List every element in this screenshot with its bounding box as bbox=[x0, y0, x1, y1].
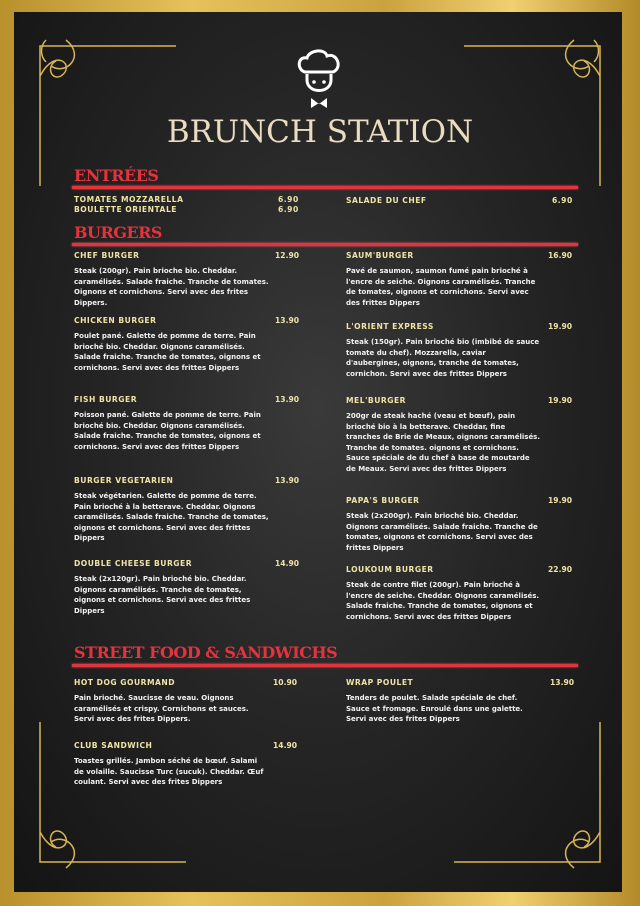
entree-price: 6.90 bbox=[552, 196, 573, 205]
entree-name: TOMATES MOZZARELLA bbox=[74, 195, 184, 204]
section-divider bbox=[72, 243, 578, 246]
item-description: Steak (2x200gr). Pain brioché bio. Cheddar. Oignons caramélisés. Salade fraiche. Tranche de tomates, oignons et cornichons. Servi avec des frittes Dippers bbox=[346, 512, 538, 552]
item-name: DOUBLE CHEESE BURGER bbox=[74, 559, 193, 568]
item-description: Steak de contre filet (200gr). Pain brioché à l'encre de seiche. Cheddar. Oignons caramélisés. Salade fraiche. Tranche de tomates, oignons et cornichons. Servi avec des frittes Dippers bbox=[346, 581, 540, 621]
ornament-bottom-right-icon bbox=[454, 712, 604, 872]
menu-item bbox=[74, 316, 304, 373]
item-description: Tenders de poulet. Salade spéciale de chef. Sauce et fromage. Enroulé dans une galette. Servi avec des frites Dippers bbox=[346, 694, 523, 724]
item-name: MEL'BURGER bbox=[346, 396, 406, 405]
item-price: 10.90 bbox=[273, 678, 298, 687]
item-name: BURGER VEGETARIEN bbox=[74, 476, 174, 485]
item-description: Steak (200gr). Pain brioche bio. Cheddar. caramélisés. Salade fraiche. Tranche de tomates. Oignons et cornichons. Servi avec des frites Dippers. bbox=[74, 267, 269, 307]
menu-item bbox=[74, 559, 304, 616]
item-price: 14.90 bbox=[275, 559, 300, 568]
entree-price: 6.90 bbox=[278, 195, 299, 204]
item-description: Pavé de saumon, saumon fumé pain brioché à l'encre de seiche. Oignons caramélisés. Tranche de tomates, oignons et cornichons. Servi avec des frittes Dippers bbox=[346, 267, 536, 307]
item-price: 12.90 bbox=[275, 251, 300, 260]
item-name: PAPA'S BURGER bbox=[346, 496, 420, 505]
item-description: Poulet pané. Galette de pomme de terre. Pain brioché bio. Cheddar. Oignons caramélisés. Salade fraiche. Tranche de tomates, oignons et cornichons. Servi avec des frittes Dippers bbox=[74, 332, 261, 372]
item-name: HOT DOG GOURMAND bbox=[74, 678, 176, 687]
item-price: 19.90 bbox=[548, 322, 573, 331]
item-description: Steak (150gr). Pain brioché bio (imbibé de sauce tomate du chef). Mozzarella, caviar d'aubergines, oignons, tranche de tomates, cornichon. Servi avec des frittes Dippers bbox=[346, 338, 540, 378]
item-name: L'ORIENT EXPRESS bbox=[346, 322, 434, 331]
item-description: Pain brioché. Saucisse de veau. Oignons caramélisés et crispy. Cornichons et sauces. Servi avec des frites Dippers. bbox=[74, 694, 249, 724]
chef-logo-icon bbox=[295, 48, 343, 112]
menu-item bbox=[74, 741, 304, 788]
item-name: SAUM'BURGER bbox=[346, 251, 414, 260]
entree-name: BOULETTE ORIENTALE bbox=[74, 205, 177, 214]
item-name: CHEF BURGER bbox=[74, 251, 140, 260]
item-price: 16.90 bbox=[548, 251, 573, 260]
section-heading-entrees: ENTRÉES bbox=[74, 166, 159, 185]
section-divider bbox=[72, 186, 578, 189]
entree-name: SALADE DU CHEF bbox=[346, 196, 427, 205]
menu-item bbox=[74, 251, 304, 308]
item-name: CLUB SANDWICH bbox=[74, 741, 153, 750]
menu-item bbox=[346, 565, 576, 622]
item-price: 19.90 bbox=[548, 496, 573, 505]
item-price: 13.90 bbox=[275, 395, 300, 404]
item-price: 14.90 bbox=[273, 741, 298, 750]
item-description: Poisson pané. Galette de pomme de terre. Pain brioché bio. Cheddar. Oignons caramélisés. Salade fraiche. Tranche de tomates, oignons et cornichons. Servi avec des frittes Dippers bbox=[74, 411, 261, 451]
item-price: 22.90 bbox=[548, 565, 573, 574]
entree-price: 6.90 bbox=[278, 205, 299, 214]
item-description: Steak (2x120gr). Pain brioché bio. Cheddar. Oignons caramélisés. Tranche de tomates, oignons et cornichons. Servi avec des frittes Dippers bbox=[74, 575, 251, 615]
section-heading-burgers: BURGERS bbox=[74, 223, 162, 242]
menu-item bbox=[74, 678, 304, 725]
menu-item bbox=[346, 496, 576, 553]
page-title: BRUNCH STATION bbox=[166, 114, 474, 150]
menu-item bbox=[346, 396, 576, 475]
item-name: LOUKOUM BURGER bbox=[346, 565, 434, 574]
item-description: Toastes grillés. Jambon séché de bœuf. Salami de volaille. Saucisse Turc (sucuk). Cheddar. Œuf coulant. Servi avec des frites Dippers bbox=[74, 757, 264, 787]
item-price: 13.90 bbox=[275, 476, 300, 485]
item-price: 13.90 bbox=[275, 316, 300, 325]
item-name: FISH BURGER bbox=[74, 395, 138, 404]
item-name: CHICKEN BURGER bbox=[74, 316, 157, 325]
menu-item bbox=[346, 678, 576, 725]
menu-item bbox=[346, 251, 576, 308]
item-price: 13.90 bbox=[550, 678, 575, 687]
item-price: 19.90 bbox=[548, 396, 573, 405]
menu-item bbox=[74, 395, 304, 452]
item-description: 200gr de steak haché (veau et bœuf), pain brioché bio à la betterave. Cheddar, fine tranches de Brie de Meaux, oignons caramélisés. Tranche de tomates. oignons et cornichons. Sauce spéciale de du chef à base de moutarde de Meaux. Servi avec des frittes Dippers bbox=[346, 412, 541, 473]
menu-item bbox=[74, 476, 304, 544]
menu-item bbox=[346, 322, 576, 379]
section-divider bbox=[72, 664, 578, 667]
item-description: Steak végétarien. Galette de pomme de terre. Pain brioché à la betterave. Cheddar. Oignons caramélisés. Salade fraiche. Tranche de tomates, oignons et cornichons. Servi avec des frittes Dippers bbox=[74, 492, 269, 543]
section-heading-street-food: STREET FOOD & SANDWICHS bbox=[74, 643, 338, 662]
ornament-bottom-left-icon bbox=[36, 712, 186, 872]
item-name: WRAP POULET bbox=[346, 678, 414, 687]
